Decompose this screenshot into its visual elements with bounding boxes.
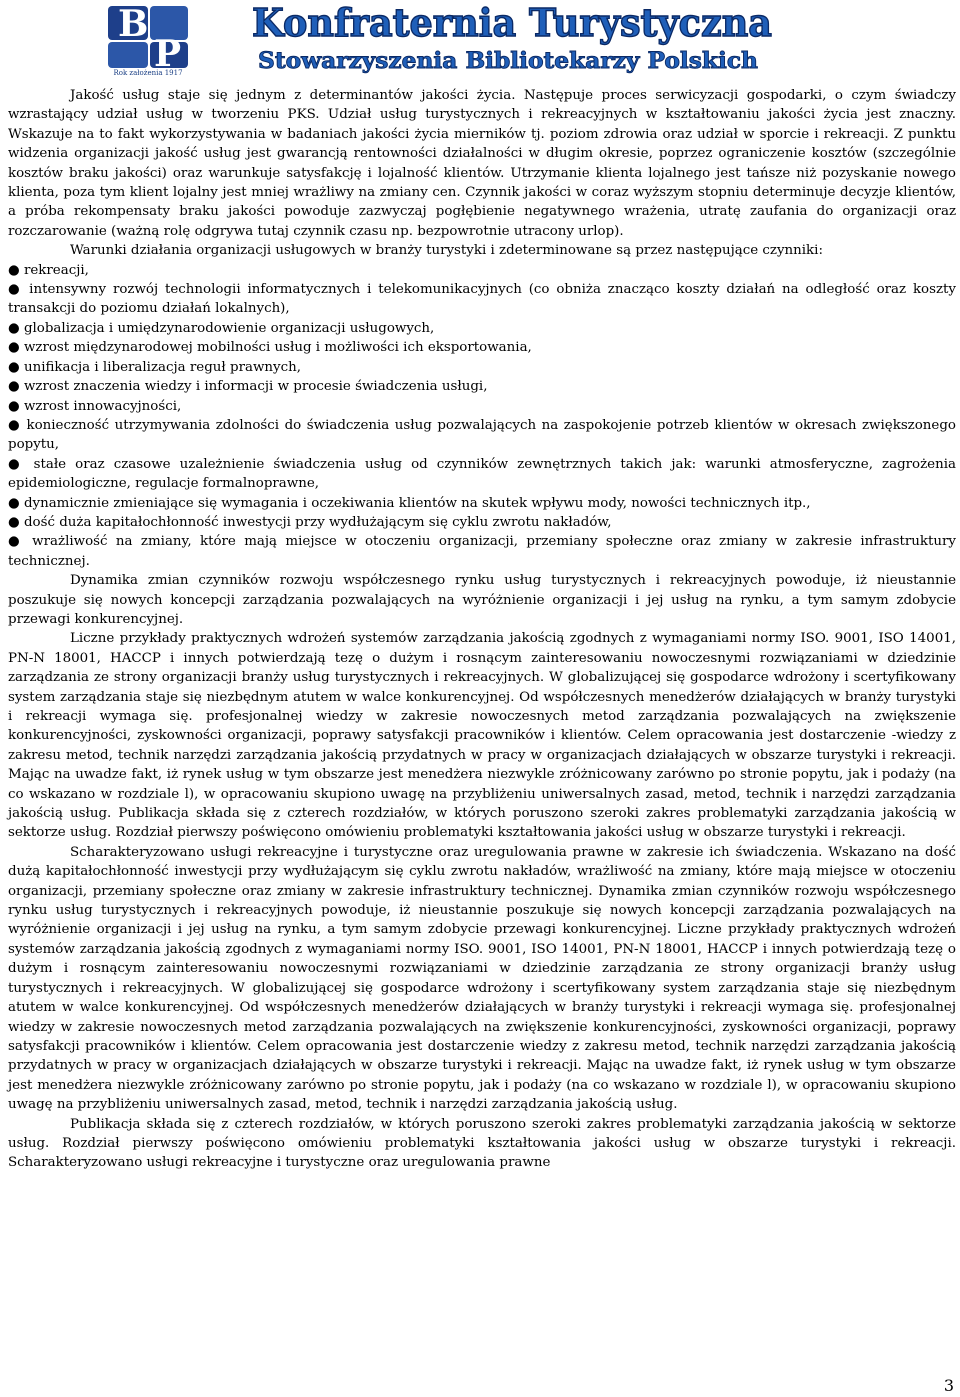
paragraph: Scharakteryzowano usługi rekreacyjne i turystyczne oraz uregulowania prawne w zakresie ich świadczenia. Wskazano na dość dużą kapitałochłonność inwestycji przy wydłużającym się cyklu zwrotu nakładów, wrażliwość na zmiany, które mają miejsce w otoczeniu organizacji, przemiany społeczne oraz zmiany w zakresie infrastruktury technicznej. Dynamika zmian czynników rozwoju współczesnego rynku usług turystycznych i rekreacyjnych powoduje, iż nieustannie poszukuje się nowych koncepcji zarządzania pozwalających na wyróżnienie organizacji i jej usług na rynku, a tym samym zdobycie przewagi konkurencyjnej. Liczne przykłady praktycznych wdrożeń systemów zarządzania jakością zgodnych z wymaganiami normy ISO. 9001, ISO 14001, PN-N 18001, HACCP i innych potwierdzają tezę o dużym i rosnącym zainteresowaniu nowoczesnymi rozwiązaniami w dziedzinie zarządzania ze strony organizacji branży usług turystycznych i rekreacyjnych. W globalizującej się gospodarce wdrożony i scertyfikowany system zarządzania staje się niezbędnym atutem w walce konkurencyjnej. Od współczesnych menedżerów działających w branży turystyki i rekreacji wymaga się. profesjonalnej wiedzy w zakresie nowoczesnych metod zarządzania pozwalających na zwiększenie konkurencyjności, zyskowności organizacji, poprawy satysfakcji pracowników i klientów. Celem opracowania jest dostarczenie wiedzy z zakresu metod, technik narzędzi zarządzania jakością przydatnych w pracy w organizacjach działających w obszarze turystyki i rekreacji. Mając na uwadze fakt, iż rynek usług w tym obszarze jest menedżera niezwykle zróżnicowany zarówno po stronie popytu, jak i podaży (na co wskazano w rozdziale l), w opracowaniu skupiono uwagę na przybliżeniu uniwersalnych zasad, metod, technik i narzędzi zarządzania jakością usług. xyxy=(8,844,956,1113)
list-item: ● dynamicznie zmieniające się wymagania i oczekiwania klientów na skutek wpływu mody, nowości technicznych itp., xyxy=(8,495,811,511)
bp-logo xyxy=(106,4,190,70)
svg-text:B: B xyxy=(118,4,149,45)
page-header xyxy=(0,0,960,80)
paragraph: Warunki działania organizacji usługowych w branży turystyki i zdeterminowane są przez następujące czynniki: xyxy=(70,243,823,259)
page-number: 3 xyxy=(943,1376,954,1395)
document-body xyxy=(8,86,956,1173)
list-item: ● wzrost międzynarodowej mobilności usług i możliwości ich eksportowania, xyxy=(8,340,532,356)
list-item: ● wrażliwość na zmiany, które mają miejsce w otoczeniu organizacji, przemiany społeczne oraz zmiany w zakresie infrastruktury technicznej. xyxy=(8,534,956,569)
list-item: ● wzrost znaczenia wiedzy i informacji w procesie świadczenia usługi, xyxy=(8,379,488,395)
paragraph: Jakość usług staje się jednym z determinantów jakości życia. Następuje proces serwicyzacji gospodarki, o czym świadczy wzrastający udział usług w tworzeniu PKS. Udział usług turystycznych i rekreacyjnych w kształtowaniu jakości życia jest znaczny. Wskazuje na to fakt wykorzystywania w badaniach jakości życia mierników tj. poziom zdrowia oraz udział w sporcie i rekreacji. Z punktu widzenia organizacji jakość usług jest gwarancją rentowności działalności w długim okresie, poprzez ograniczenie kosztów (szczególnie kosztów braku jakości) oraz warunkuje satysfakcję i lojalność klientów. Utrzymanie klienta lojalnego jest tańsze niż pozyskanie nowego klienta, poza tym klient lojalny jest mniej wrażliwy na zmiany cen. Czynnik jakości w coraz wyższym stopniu determinuje decyzje klientów, a próba rekompensaty braku jakości powoduje zazwyczaj pogłębienie negatywnego wrażenia, utratę zaufania do organizacji oraz rozczarowanie (ważną rolę odgrywa tutaj czynnik czasu np. bezpowrotnie utracony urlop). xyxy=(8,88,956,239)
svg-text:P: P xyxy=(154,33,182,70)
list-item: ● globalizacja i umiędzynarodowienie organizacji usługowych, xyxy=(8,320,435,336)
factors-list xyxy=(8,261,956,572)
paragraph: Dynamika zmian czynników rozwoju współczesnego rynku usług turystycznych i rekreacyjnych powoduje, iż nieustannie poszukuje się nowych koncepcji zarządzania pozwalających na wyróżnienie organizacji i jej usług na rynku, a tym samym zdobycie przewagi konkurencyjnej. xyxy=(8,573,956,627)
list-item: ● stałe oraz czasowe uzależnienie świadczenia usług od czynników zewnętrznych takich jak: warunki atmosferyczne, zagrożenia epidemiologiczne, regulacje formalnoprawne, xyxy=(8,456,956,492)
list-item: ● rekreacji, xyxy=(8,262,89,278)
paragraph: Liczne przykłady praktycznych wdrożeń systemów zarządzania jakością zgodnych z wymaganiami normy ISO. 9001, ISO 14001, PN-N 18001, HACCP i innych potwierdzają tezę o dużym i rosnącym zainteresowaniu nowoczesnymi rozwiązaniami w dziedzinie zarządzania ze strony organizacji branży usług turystycznych i rekreacyjnych. W globalizującej się gospodarce wdrożony i scertyfikowany system zarządzania staje się niezbędnym atutem w walce konkurencyjnej. Od współczesnych menedżerów działających w branży turystyki i rekreacji wymaga się. profesjonalnej wiedzy w zakresie nowoczesnych metod zarządzania pozwalających na zwiększenie konkurencyjności, zyskowności organizacji, poprawy satysfakcji pracowników i klientów. Celem opracowania jest dostarczenie -wiedzy z zakresu metod, technik narzędzi zarządzania jakością przydatnych w pracy w organizacjach działających w obszarze turystyki i rekreacji. Mając na uwadze fakt, iż rynek usług w tym obszarze jest menedżera niezwykle zróżnicowany zarówno po stronie popytu, jak i podaży (na co wskazano w rozdziale l), w opracowaniu skupiono uwagę na przybliżeniu uniwersalnych zasad, metod, technik i narzędzi zarządzania jakością usług. Publikacja składa się z czterech rozdziałów, w których poruszono szeroki zakres problematyki zarządzania jakością w sektorze usług. Rozdział pierwszy poświęcono omówieniu problematyki kształtowania jakości usług w obszarze turystyki i rekreacji. xyxy=(8,631,956,841)
list-item: ● unifikacja i liberalizacja reguł prawnych, xyxy=(8,359,301,375)
title-line-1: Konfraternia Turystyczna xyxy=(252,0,772,45)
list-item: ● dość duża kapitałochłonność inwestycji przy wydłużającym się cyklu zwrotu nakładów, xyxy=(8,514,612,530)
paragraph: Publikacja składa się z czterech rozdziałów, w których poruszono szeroki zakres problematyki zarządzania jakością w sektorze usług. Rozdział pierwszy poświęcono omówieniu problematyki kształtowania jakości usług w obszarze turystyki i rekreacji. Scharakteryzowano usługi rekreacyjne i turystyczne oraz uregulowania prawne xyxy=(8,1116,956,1171)
list-item: ● konieczność utrzymywania zdolności do świadczenia usług pozwalających na zaspokojenie potrzeb klientów w okresach zwiększonego popytu, xyxy=(8,417,956,453)
logo-caption: Rok założenia 1917 xyxy=(113,69,183,77)
header-title xyxy=(248,0,948,76)
list-item: ● wzrost innowacyjności, xyxy=(8,398,182,414)
title-line-2: Stowarzyszenia Bibliotekarzy Polskich xyxy=(258,48,758,74)
list-item: ● intensywny rozwój technologii informatycznych i telekomunikacyjnych (co obniża znacząco koszty działań na odległość oraz koszty transakcji do poziomu działań lokalnych), xyxy=(8,282,956,317)
